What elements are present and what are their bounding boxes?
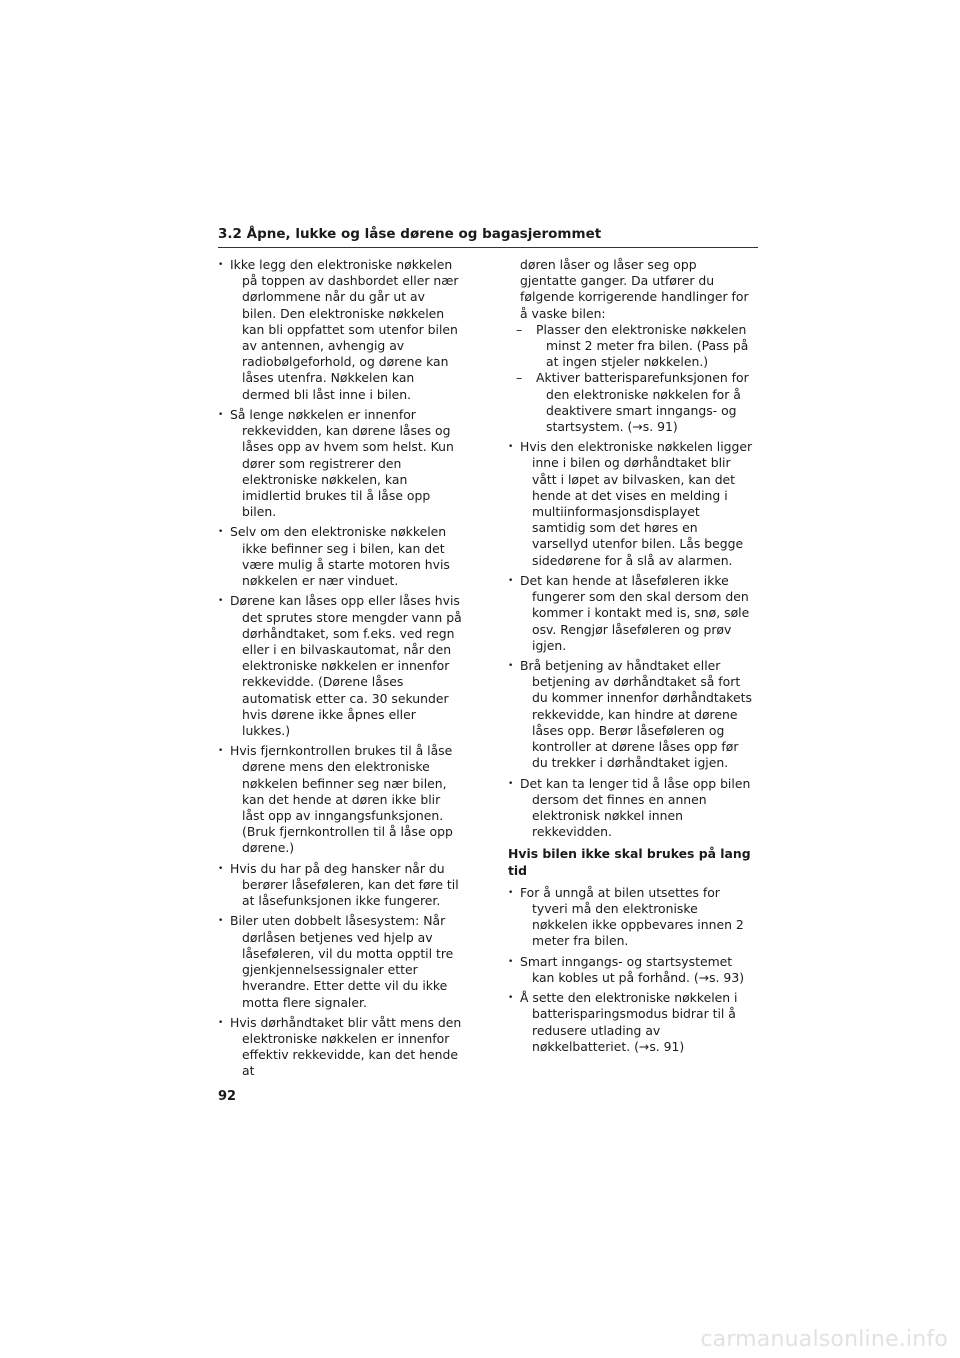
list-item: • Hvis du har på deg hansker når du berører låseføleren, kan det føre til at låsefunksjonen ikke fungerer. bbox=[218, 861, 462, 910]
right-bullet-list bbox=[508, 439, 754, 840]
continued-paragraph: døren låser og låser seg opp gjentatte ganger. Da utfører du følgende korrigerende handlinger for å vaske bilen: bbox=[520, 257, 749, 321]
left-column bbox=[218, 257, 462, 1084]
list-item: • Så lenge nøkkelen er innenfor rekkevidden, kan dørene låses og låses opp av hvem som helst. Kun dører som registrerer den elektroniske nøkkelen, kan imidlertid brukes til å låse opp bilen. bbox=[218, 407, 462, 520]
page-number: 92 bbox=[218, 1089, 237, 1104]
list-item: • Biler uten dobbelt låsesystem: Når dørlåsen betjenes ved hjelp av låseføleren, vil du motta opptil tre gjenkjennelsessignaler etter hverandre. Etter dette vil du ikke motta flere signaler. bbox=[218, 913, 462, 1010]
list-item: • Smart inngangs- og startsystemet kan kobles ut på forhånd. (→s. 93) bbox=[508, 954, 754, 986]
list-item: • Brå betjening av håndtaket eller betjening av dørhåndtaket så fort du kommer innenfor dørhåndtakets rekkevidde, kan hindre at dørene låses opp. Berør låseføleren og kontroller at dørene låses opp før du trekker i dørhåndtaket igjen. bbox=[508, 658, 754, 771]
list-item: • For å unngå at bilen utsettes for tyveri må den elektroniske nøkkelen ikke oppbevares innen 2 meter fra bilen. bbox=[508, 885, 754, 950]
right-column bbox=[508, 257, 754, 1059]
left-bullet-list bbox=[218, 257, 462, 1080]
list-item: • Selv om den elektroniske nøkkelen ikke befinner seg i bilen, kan det være mulig å starte motoren hvis nøkkelen er nær vinduet. bbox=[218, 524, 462, 589]
dash-item: – Aktiver batterisparefunksjonen for den elektroniske nøkkelen for å deaktivere smart inngangs- og startsystem. (→s. 91) bbox=[526, 370, 754, 435]
dash-item: – Plasser den elektroniske nøkkelen minst 2 meter fra bilen. (Pass på at ingen stjeler nøkkelen.) bbox=[526, 322, 754, 371]
storage-bullet-list bbox=[508, 885, 754, 1055]
section-title: 3.2 Åpne, lukke og låse dørene og bagasjerommet bbox=[218, 226, 602, 242]
list-item: • Hvis fjernkontrollen brukes til å låse dørene mens den elektroniske nøkkelen befinner seg nær bilen, kan det hende at døren ikke blir låst opp av inngangsfunksjonen. (Bruk fjernkontrollen til å låse opp dørene.) bbox=[218, 743, 462, 856]
list-item: • Det kan hende at låseføleren ikke fungerer som den skal dersom den kommer i kontakt med is, snø, søle osv. Rengjør låseføleren og prøv igjen. bbox=[508, 573, 754, 654]
list-item: • Å sette den elektroniske nøkkelen i batterisparingsmodus bidrar til å redusere utlading av nøkkelbatteriet. (→s. 91) bbox=[508, 990, 754, 1055]
list-item: • Hvis den elektroniske nøkkelen ligger inne i bilen og dørhåndtaket blir vått i løpet av bilvasken, kan det hende at det vises en melding i multiinformasjonsdisplayet samtidig som det høres en varsellyd utenfor bilen. Lås begge sidedørene for å slå av alarmen. bbox=[508, 439, 754, 569]
watermark: carmanualsonline.info bbox=[700, 1327, 948, 1352]
list-item: • Det kan ta lenger tid å låse opp bilen dersom det finnes en annen elektronisk nøkkel innen rekkevidden. bbox=[508, 776, 754, 841]
dash-list bbox=[508, 322, 754, 435]
section-header bbox=[218, 225, 758, 248]
list-item: • Dørene kan låses opp eller låses hvis det sprutes store mengder vann på dørhåndtaket, som f.eks. ved regn eller i en bilvaskautomat, når den elektroniske nøkkelen er innenfor rekkevidde. (Dørene låses automatisk etter ca. 30 sekunder hvis dørene ikke åpnes eller lukkes.) bbox=[218, 593, 462, 739]
subheading: Hvis bilen ikke skal brukes på lang tid bbox=[508, 846, 751, 878]
list-item: • Hvis dørhåndtaket blir vått mens den elektroniske nøkkelen er innenfor effektiv rekkevidde, kan det hende at bbox=[218, 1015, 462, 1080]
list-item: • Ikke legg den elektroniske nøkkelen på toppen av dashbordet eller nær dørlommene når du går ut av bilen. Den elektroniske nøkkelen kan bli oppfattet som utenfor bilen av antennen, avhengig av radiobølgeforhold, og dørene kan låses utenfra. Nøkkelen kan dermed bli låst inne i bilen. bbox=[218, 257, 462, 403]
